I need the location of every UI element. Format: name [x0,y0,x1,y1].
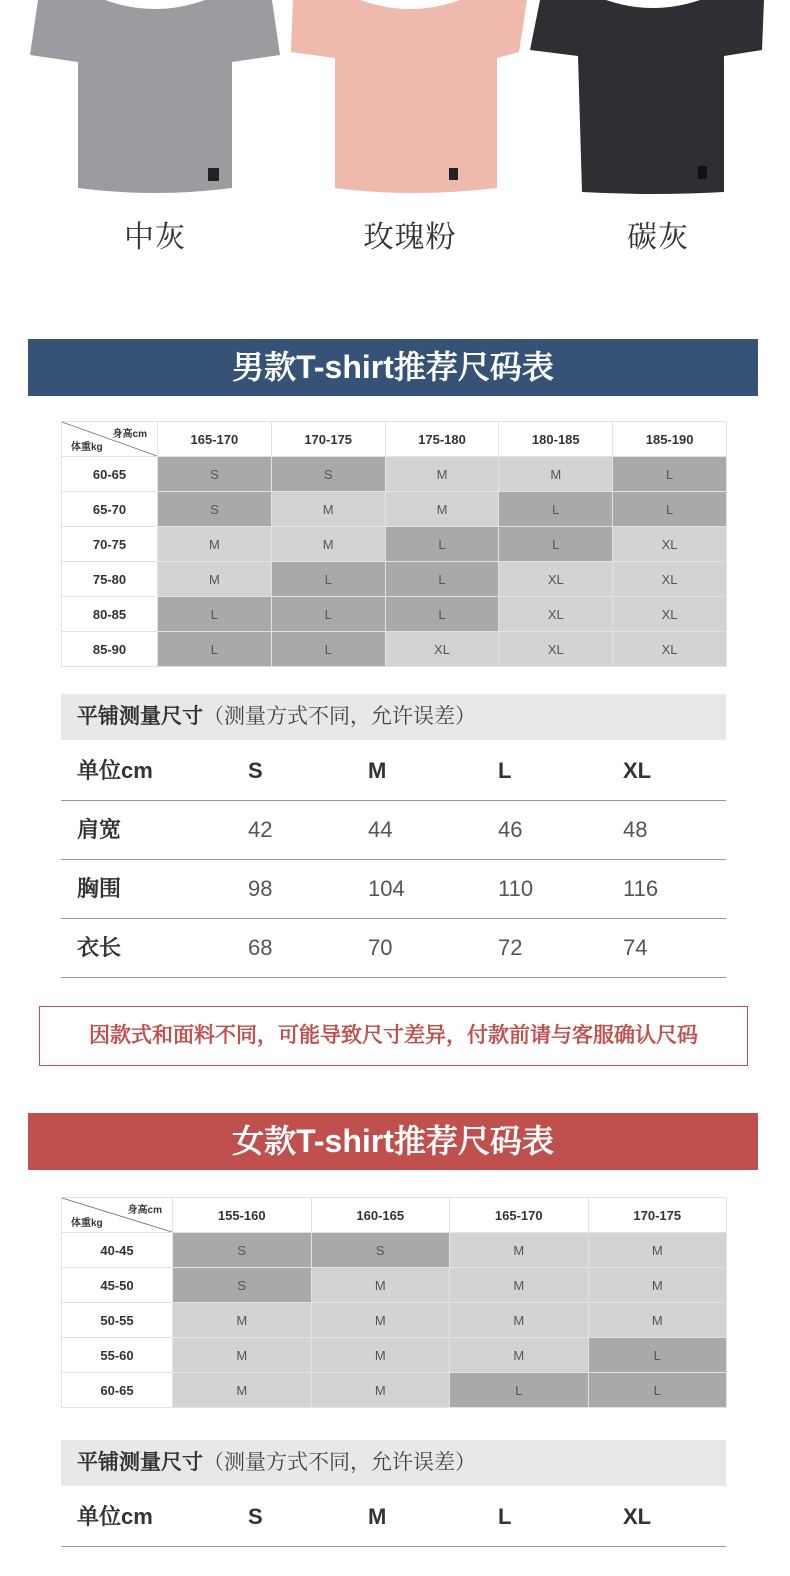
grid-row [62,1268,727,1303]
measure-title-bold: 平铺测量尺寸 [77,705,203,728]
size-cell: M [173,1303,312,1338]
size-cell: S [173,1233,312,1268]
measure-title-bold: 平铺测量尺寸 [77,1451,203,1474]
size-cell: M [271,492,385,527]
weight-range-header: 45-50 [62,1268,173,1303]
size-cell: M [588,1233,727,1268]
corner-height-label: 身高cm [112,429,147,440]
size-cell: L [271,562,385,597]
value-cell: 48 [623,817,648,842]
unit-label: 单位cm [77,1504,153,1529]
grid-header-row [62,1198,727,1233]
size-cell: L [499,527,613,562]
size-cell: S [173,1268,312,1303]
size-cell: M [450,1268,589,1303]
size-col-m: M [368,758,387,783]
corner-height-label: 身高cm [127,1205,162,1216]
measure-title-note: （测量方式不同，允许误差） [203,1451,476,1474]
weight-range-header: 80-85 [62,597,158,632]
color-label-charcoal: 碳灰 [627,221,689,254]
size-cell: M [311,1373,450,1408]
size-cell: L [613,457,727,492]
row-label: 胸围 [77,876,122,901]
size-cell: M [173,1373,312,1408]
shirt-image-charcoal [528,0,778,200]
size-cell: XL [499,597,613,632]
value-cell: 70 [368,935,393,960]
weight-range-header: 85-90 [62,632,158,667]
shirt-image-grey [30,0,280,200]
size-cell: XL [613,597,727,632]
corner-weight-label: 体重kg [71,1218,103,1229]
size-cell: M [173,1338,312,1373]
height-range-header: 165-170 [450,1198,589,1233]
size-cell: M [450,1303,589,1338]
size-cell: L [271,632,385,667]
value-cell: 72 [498,935,523,960]
women-measure-header-row [61,1488,726,1547]
size-cell: L [385,562,499,597]
size-cell: M [311,1338,450,1373]
size-cell: L [385,527,499,562]
size-cell: L [385,597,499,632]
size-cell: L [158,632,272,667]
size-cell: M [450,1338,589,1373]
size-col-s: S [248,758,263,783]
size-cell: S [271,457,385,492]
grid-corner-cell [62,422,158,457]
size-cell: S [158,492,272,527]
height-range-header: 165-170 [158,422,272,457]
size-cell: L [499,492,613,527]
size-cell: L [158,597,272,632]
weight-range-header: 65-70 [62,492,158,527]
measure-title-note: （测量方式不同，允许误差） [203,705,476,728]
value-cell: 44 [368,817,393,842]
size-cell: M [450,1233,589,1268]
value-cell: 110 [498,876,534,901]
size-col-l: L [498,758,512,783]
height-range-header: 175-180 [385,422,499,457]
size-col-l: L [498,1504,512,1529]
unit-label: 单位cm [77,758,153,783]
size-col-s: S [248,1504,263,1529]
size-cell: S [158,457,272,492]
size-cell: M [385,492,499,527]
grid-row [62,457,727,492]
size-cell: M [271,527,385,562]
value-cell: 42 [248,817,273,842]
women-size-banner: 女款T-shirt推荐尺码表 [28,1113,758,1170]
men-measure-header-row [61,742,726,801]
size-cell: M [499,457,613,492]
height-range-header: 170-175 [271,422,385,457]
shirt-image-pink [285,0,535,200]
row-label: 肩宽 [77,817,122,842]
size-cell: XL [613,562,727,597]
size-notice: 因款式和面料不同，可能导致尺寸差异，付款前请与客服确认尺码 [39,1006,748,1066]
size-col-xl: XL [623,1504,652,1529]
size-cell: L [588,1338,727,1373]
size-cell: M [588,1303,727,1338]
size-col-m: M [368,1504,387,1529]
grid-header-row [62,422,727,457]
height-range-header: 170-175 [588,1198,727,1233]
value-cell: 68 [248,935,273,960]
grid-row [62,1373,727,1408]
weight-range-header: 40-45 [62,1233,173,1268]
size-cell: XL [613,632,727,667]
men-measure-row-shoulder [61,801,726,860]
size-cell: L [588,1373,727,1408]
grid-row [62,597,727,632]
grid-row [62,1303,727,1338]
women-measure-title [61,1440,726,1486]
weight-range-header: 55-60 [62,1338,173,1373]
size-col-xl: XL [623,758,652,783]
size-cell: M [158,562,272,597]
men-measure-row-length [61,919,726,978]
women-size-grid [61,1197,727,1408]
height-range-header: 180-185 [499,422,613,457]
grid-row [62,492,727,527]
color-label-pink: 玫瑰粉 [363,221,457,254]
corner-weight-label: 体重kg [71,442,103,453]
weight-range-header: 60-65 [62,457,158,492]
grid-row [62,527,727,562]
men-measure-row-chest [61,860,726,919]
grid-row [62,632,727,667]
weight-range-header: 50-55 [62,1303,173,1338]
size-cell: M [588,1268,727,1303]
grid-row [62,1338,727,1373]
grid-row [62,562,727,597]
height-range-header: 160-165 [311,1198,450,1233]
weight-range-header: 70-75 [62,527,158,562]
height-range-header: 155-160 [173,1198,312,1233]
size-cell: M [385,457,499,492]
size-cell: XL [499,632,613,667]
value-cell: 116 [623,876,659,901]
size-cell: M [311,1303,450,1338]
men-size-grid [61,421,727,667]
size-cell: S [311,1233,450,1268]
size-cell: L [450,1373,589,1408]
height-range-header: 185-190 [613,422,727,457]
size-cell: M [311,1268,450,1303]
men-size-banner: 男款T-shirt推荐尺码表 [28,339,758,396]
weight-range-header: 75-80 [62,562,158,597]
size-cell: L [271,597,385,632]
value-cell: 74 [623,935,648,960]
size-cell: L [613,492,727,527]
color-label-grey: 中灰 [124,221,186,254]
size-cell: M [158,527,272,562]
value-cell: 98 [248,876,273,901]
value-cell: 46 [498,817,523,842]
size-cell: XL [385,632,499,667]
grid-corner-cell [62,1198,173,1233]
size-cell: XL [499,562,613,597]
value-cell: 104 [368,876,405,901]
size-cell: XL [613,527,727,562]
men-measure-title [61,694,726,740]
weight-range-header: 60-65 [62,1373,173,1408]
grid-row [62,1233,727,1268]
row-label: 衣长 [77,935,122,960]
